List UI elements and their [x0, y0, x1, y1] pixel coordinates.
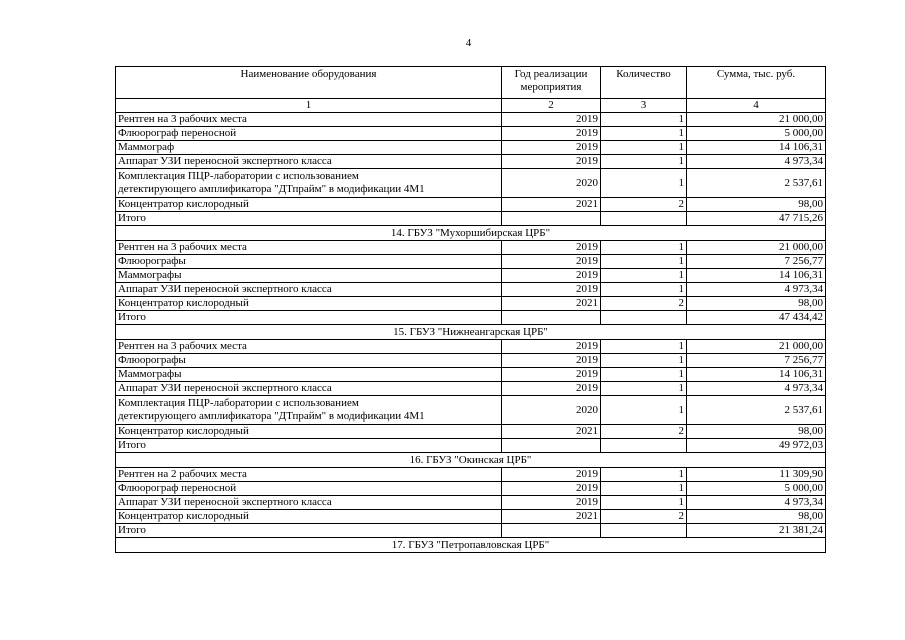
total-label: Итого	[116, 439, 502, 453]
sum-cell: 98,00	[687, 297, 826, 311]
header-equipment-name: Наименование оборудования	[116, 67, 502, 99]
sum-cell: 2 537,61	[687, 396, 826, 425]
table-row	[116, 113, 826, 127]
table-row	[116, 169, 826, 198]
empty-cell	[502, 311, 601, 325]
equipment-name: Маммографы	[116, 368, 502, 382]
equipment-name-line: Комплектация ПЦР-лаборатории с использованием	[118, 397, 359, 409]
quantity-cell: 1	[601, 354, 687, 368]
table-body	[116, 113, 826, 553]
empty-cell	[502, 524, 601, 538]
section-title: 15. ГБУЗ "Нижнеангарская ЦРБ"	[116, 325, 826, 340]
quantity-cell: 1	[601, 340, 687, 354]
year-cell: 2019	[502, 382, 601, 396]
year-cell: 2019	[502, 241, 601, 255]
total-sum: 47 434,42	[687, 311, 826, 325]
table-row	[116, 155, 826, 169]
sum-cell: 14 106,31	[687, 269, 826, 283]
equipment-name: Концентратор кислородный	[116, 510, 502, 524]
year-cell: 2020	[502, 169, 601, 198]
table-row	[116, 510, 826, 524]
year-cell: 2019	[502, 155, 601, 169]
year-cell: 2020	[502, 396, 601, 425]
equipment-table	[115, 66, 826, 553]
header-quantity: Количество	[601, 67, 687, 99]
equipment-name: Маммографы	[116, 269, 502, 283]
sum-cell: 14 106,31	[687, 141, 826, 155]
year-cell: 2021	[502, 297, 601, 311]
year-cell: 2019	[502, 368, 601, 382]
equipment-name	[116, 169, 502, 198]
table-row	[116, 283, 826, 297]
total-label: Итого	[116, 524, 502, 538]
sum-cell: 7 256,77	[687, 255, 826, 269]
table-row	[116, 127, 826, 141]
quantity-cell: 1	[601, 113, 687, 127]
year-cell: 2019	[502, 496, 601, 510]
table-row	[116, 354, 826, 368]
year-cell: 2019	[502, 468, 601, 482]
sum-cell: 21 000,00	[687, 340, 826, 354]
equipment-name: Флюорографы	[116, 255, 502, 269]
equipment-name: Аппарат УЗИ переносной экспертного класса	[116, 496, 502, 510]
column-number: 4	[687, 99, 826, 113]
sum-cell: 7 256,77	[687, 354, 826, 368]
equipment-name: Аппарат УЗИ переносной экспертного класса	[116, 382, 502, 396]
year-cell: 2019	[502, 113, 601, 127]
equipment-name-line: детектирующего амплификатора "ДТпрайм" в модификации 4М1	[118, 410, 425, 422]
equipment-name: Флюорограф переносной	[116, 127, 502, 141]
equipment-name: Флюорографы	[116, 354, 502, 368]
section-title: 14. ГБУЗ "Мухоршибирская ЦРБ"	[116, 226, 826, 241]
year-cell: 2021	[502, 198, 601, 212]
table-row	[116, 396, 826, 425]
equipment-name: Концентратор кислородный	[116, 297, 502, 311]
quantity-cell: 1	[601, 269, 687, 283]
column-number: 2	[502, 99, 601, 113]
sum-cell: 4 973,34	[687, 283, 826, 297]
column-number: 3	[601, 99, 687, 113]
sum-cell: 98,00	[687, 425, 826, 439]
sum-cell: 11 309,90	[687, 468, 826, 482]
total-row	[116, 311, 826, 325]
year-cell: 2019	[502, 354, 601, 368]
quantity-cell: 1	[601, 241, 687, 255]
sum-cell: 4 973,34	[687, 496, 826, 510]
table-row	[116, 425, 826, 439]
table-row	[116, 468, 826, 482]
table-row	[116, 198, 826, 212]
equipment-name: Рентген на 3 рабочих места	[116, 340, 502, 354]
year-cell: 2019	[502, 482, 601, 496]
table-row	[116, 269, 826, 283]
table-header-row	[116, 67, 826, 99]
equipment-name: Маммограф	[116, 141, 502, 155]
table-row	[116, 241, 826, 255]
year-cell: 2019	[502, 141, 601, 155]
quantity-cell: 1	[601, 496, 687, 510]
total-label: Итого	[116, 311, 502, 325]
column-number: 1	[116, 99, 502, 113]
header-year: Год реализации мероприятия	[502, 67, 601, 99]
sum-cell: 98,00	[687, 510, 826, 524]
total-label: Итого	[116, 212, 502, 226]
sum-cell: 2 537,61	[687, 169, 826, 198]
equipment-name-line: Комплектация ПЦР-лаборатории с использованием	[118, 170, 359, 182]
sum-cell: 21 000,00	[687, 113, 826, 127]
header-sum: Сумма, тыс. руб.	[687, 67, 826, 99]
section-title: 17. ГБУЗ "Петропавловская ЦРБ"	[116, 538, 826, 553]
table-row	[116, 340, 826, 354]
quantity-cell: 1	[601, 283, 687, 297]
equipment-name: Рентген на 2 рабочих места	[116, 468, 502, 482]
equipment-name: Аппарат УЗИ переносной экспертного класса	[116, 283, 502, 297]
quantity-cell: 1	[601, 396, 687, 425]
empty-cell	[601, 212, 687, 226]
equipment-name: Рентген на 3 рабочих места	[116, 113, 502, 127]
sum-cell: 5 000,00	[687, 482, 826, 496]
year-cell: 2021	[502, 510, 601, 524]
quantity-cell: 1	[601, 368, 687, 382]
year-cell: 2019	[502, 283, 601, 297]
column-number-row	[116, 99, 826, 113]
table-row	[116, 496, 826, 510]
table-row	[116, 255, 826, 269]
total-row	[116, 439, 826, 453]
empty-cell	[601, 439, 687, 453]
equipment-name: Рентген на 3 рабочих места	[116, 241, 502, 255]
equipment-name: Концентратор кислородный	[116, 425, 502, 439]
empty-cell	[502, 212, 601, 226]
quantity-cell: 1	[601, 169, 687, 198]
total-row	[116, 212, 826, 226]
table-row	[116, 382, 826, 396]
sum-cell: 5 000,00	[687, 127, 826, 141]
sum-cell: 21 000,00	[687, 241, 826, 255]
section-header-row	[116, 538, 826, 553]
section-header-row	[116, 325, 826, 340]
quantity-cell: 1	[601, 127, 687, 141]
total-sum: 47 715,26	[687, 212, 826, 226]
quantity-cell: 2	[601, 297, 687, 311]
section-header-row	[116, 453, 826, 468]
quantity-cell: 2	[601, 198, 687, 212]
equipment-name-line: детектирующего амплификатора "ДТпрайм" в модификации 4М1	[118, 183, 425, 195]
quantity-cell: 1	[601, 382, 687, 396]
sum-cell: 98,00	[687, 198, 826, 212]
empty-cell	[601, 524, 687, 538]
empty-cell	[502, 439, 601, 453]
empty-cell	[601, 311, 687, 325]
quantity-cell: 1	[601, 141, 687, 155]
sum-cell: 4 973,34	[687, 382, 826, 396]
sum-cell: 4 973,34	[687, 155, 826, 169]
year-cell: 2019	[502, 269, 601, 283]
year-cell: 2019	[502, 255, 601, 269]
quantity-cell: 1	[601, 482, 687, 496]
quantity-cell: 1	[601, 255, 687, 269]
table-row	[116, 482, 826, 496]
quantity-cell: 1	[601, 468, 687, 482]
section-header-row	[116, 226, 826, 241]
year-cell: 2021	[502, 425, 601, 439]
table-row	[116, 297, 826, 311]
equipment-name: Концентратор кислородный	[116, 198, 502, 212]
quantity-cell: 1	[601, 155, 687, 169]
table-row	[116, 368, 826, 382]
total-row	[116, 524, 826, 538]
year-cell: 2019	[502, 127, 601, 141]
equipment-name	[116, 396, 502, 425]
quantity-cell: 2	[601, 425, 687, 439]
equipment-name: Флюорограф переносной	[116, 482, 502, 496]
equipment-name: Аппарат УЗИ переносной экспертного класса	[116, 155, 502, 169]
section-title: 16. ГБУЗ "Окинская ЦРБ"	[116, 453, 826, 468]
page-number: 4	[465, 37, 472, 49]
table-row	[116, 141, 826, 155]
total-sum: 49 972,03	[687, 439, 826, 453]
year-cell: 2019	[502, 340, 601, 354]
sum-cell: 14 106,31	[687, 368, 826, 382]
total-sum: 21 381,24	[687, 524, 826, 538]
quantity-cell: 2	[601, 510, 687, 524]
